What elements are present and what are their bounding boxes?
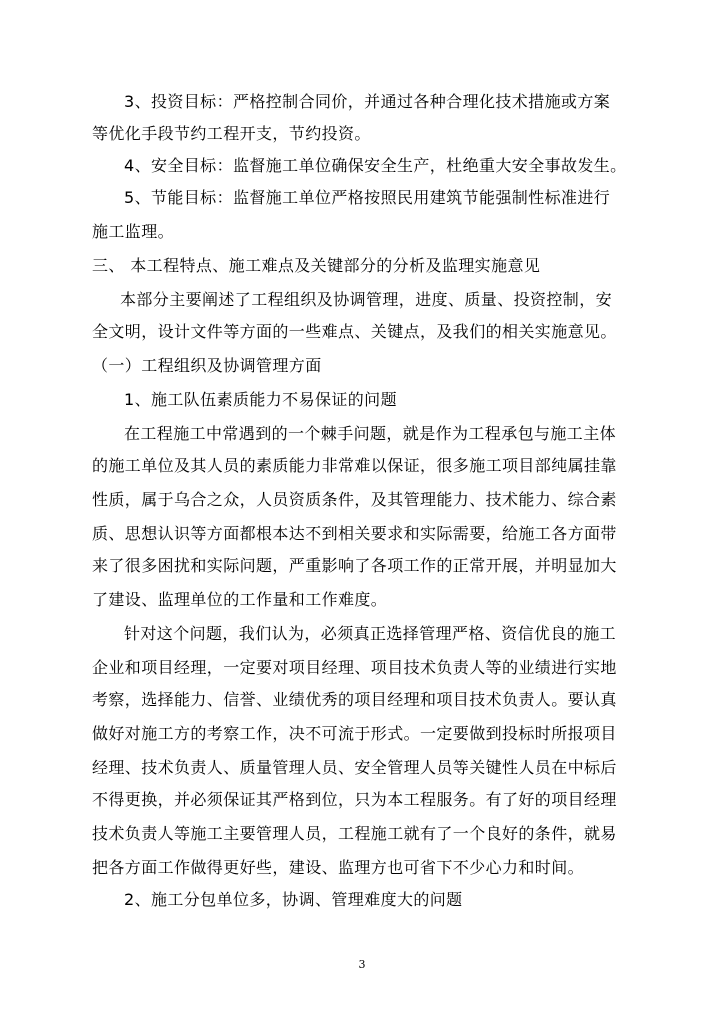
paragraph-two-line-2: 企业和项目经理，一定要对项目经理、项目技术负责人等的业绩进行实地 bbox=[92, 658, 617, 677]
energy-goal-line-2: 施工监理。 bbox=[92, 222, 175, 241]
investment-goal-line-1: 3、投资目标：严格控制合同价，并通过各种合理化技术措施或方案 bbox=[124, 92, 611, 111]
section-intro-line-2: 全文明，设计文件等方面的一些难点、关键点，及我们的相关实施意见。 bbox=[92, 322, 617, 341]
paragraph-one-line-1: 在工程施工中常遇到的一个棘手问题，就是作为工程承包与施工主体 bbox=[124, 424, 617, 443]
page-number: 3 bbox=[358, 958, 366, 971]
issue-one-heading: 1、施工队伍素质能力不易保证的问题 bbox=[124, 390, 397, 409]
paragraph-two-line-5: 经理、技术负责人、质量管理人员、安全管理人员等关键性人员在中标后 bbox=[92, 758, 617, 777]
paragraph-one-line-3: 性质，属于乌合之众，人员资质条件，及其管理能力、技术能力、综合素 bbox=[92, 490, 617, 509]
section-intro-line-1: 本部分主要阐述了工程组织及协调管理，进度、质量、投资控制，安 bbox=[120, 290, 613, 309]
investment-goal-line-2: 等优化手段节约工程开支，节约投资。 bbox=[92, 124, 371, 143]
paragraph-one-line-4: 质、思想认识等方面都根本达不到相关要求和实际需要，给施工各方面带 bbox=[92, 524, 617, 543]
paragraph-one-line-5: 来了很多困扰和实际问题，严重影响了各项工作的正常开展，并明显加大 bbox=[92, 556, 617, 575]
paragraph-two-line-8: 把各方面工作做得更好些，建设、监理方也可省下不少心力和时间。 bbox=[92, 858, 585, 877]
issue-two-heading: 2、施工分包单位多，协调、管理难度大的问题 bbox=[124, 890, 463, 909]
paragraph-two-line-1: 针对这个问题，我们认为，必须真正选择管理严格、资信优良的施工 bbox=[124, 624, 617, 643]
paragraph-two-line-6: 不得更换，并必须保证其严格到位，只为本工程服务。有了好的项目经理 bbox=[92, 790, 617, 809]
paragraph-one-line-2: 的施工单位及其人员的素质能力非常难以保证，很多施工项目部纯属挂靠 bbox=[92, 456, 617, 475]
paragraph-one-line-6: 了建设、监理单位的工作量和工作难度。 bbox=[92, 590, 388, 609]
subsection-one-heading: （一）工程组织及协调管理方面 bbox=[92, 356, 322, 375]
paragraph-two-line-7: 技术负责人等施工主要管理人员，工程施工就有了一个良好的条件，就易 bbox=[92, 824, 617, 843]
paragraph-two-line-4: 做好对施工方的考察工作，决不可流于形式。一定要做到投标时所报项目 bbox=[92, 724, 617, 743]
paragraph-two-line-3: 考察，选择能力、信誉、业绩优秀的项目经理和项目技术负责人。要认真 bbox=[92, 690, 617, 709]
energy-goal-line-1: 5、节能目标：监督施工单位严格按照民用建筑节能强制性标准进行 bbox=[124, 188, 611, 207]
section-three-heading: 三、 本工程特点、施工难点及关键部分的分析及监理实施意见 bbox=[92, 256, 541, 275]
safety-goal-line: 4、安全目标：监督施工单位确保安全生产，杜绝重大安全事故发生。 bbox=[124, 156, 627, 175]
